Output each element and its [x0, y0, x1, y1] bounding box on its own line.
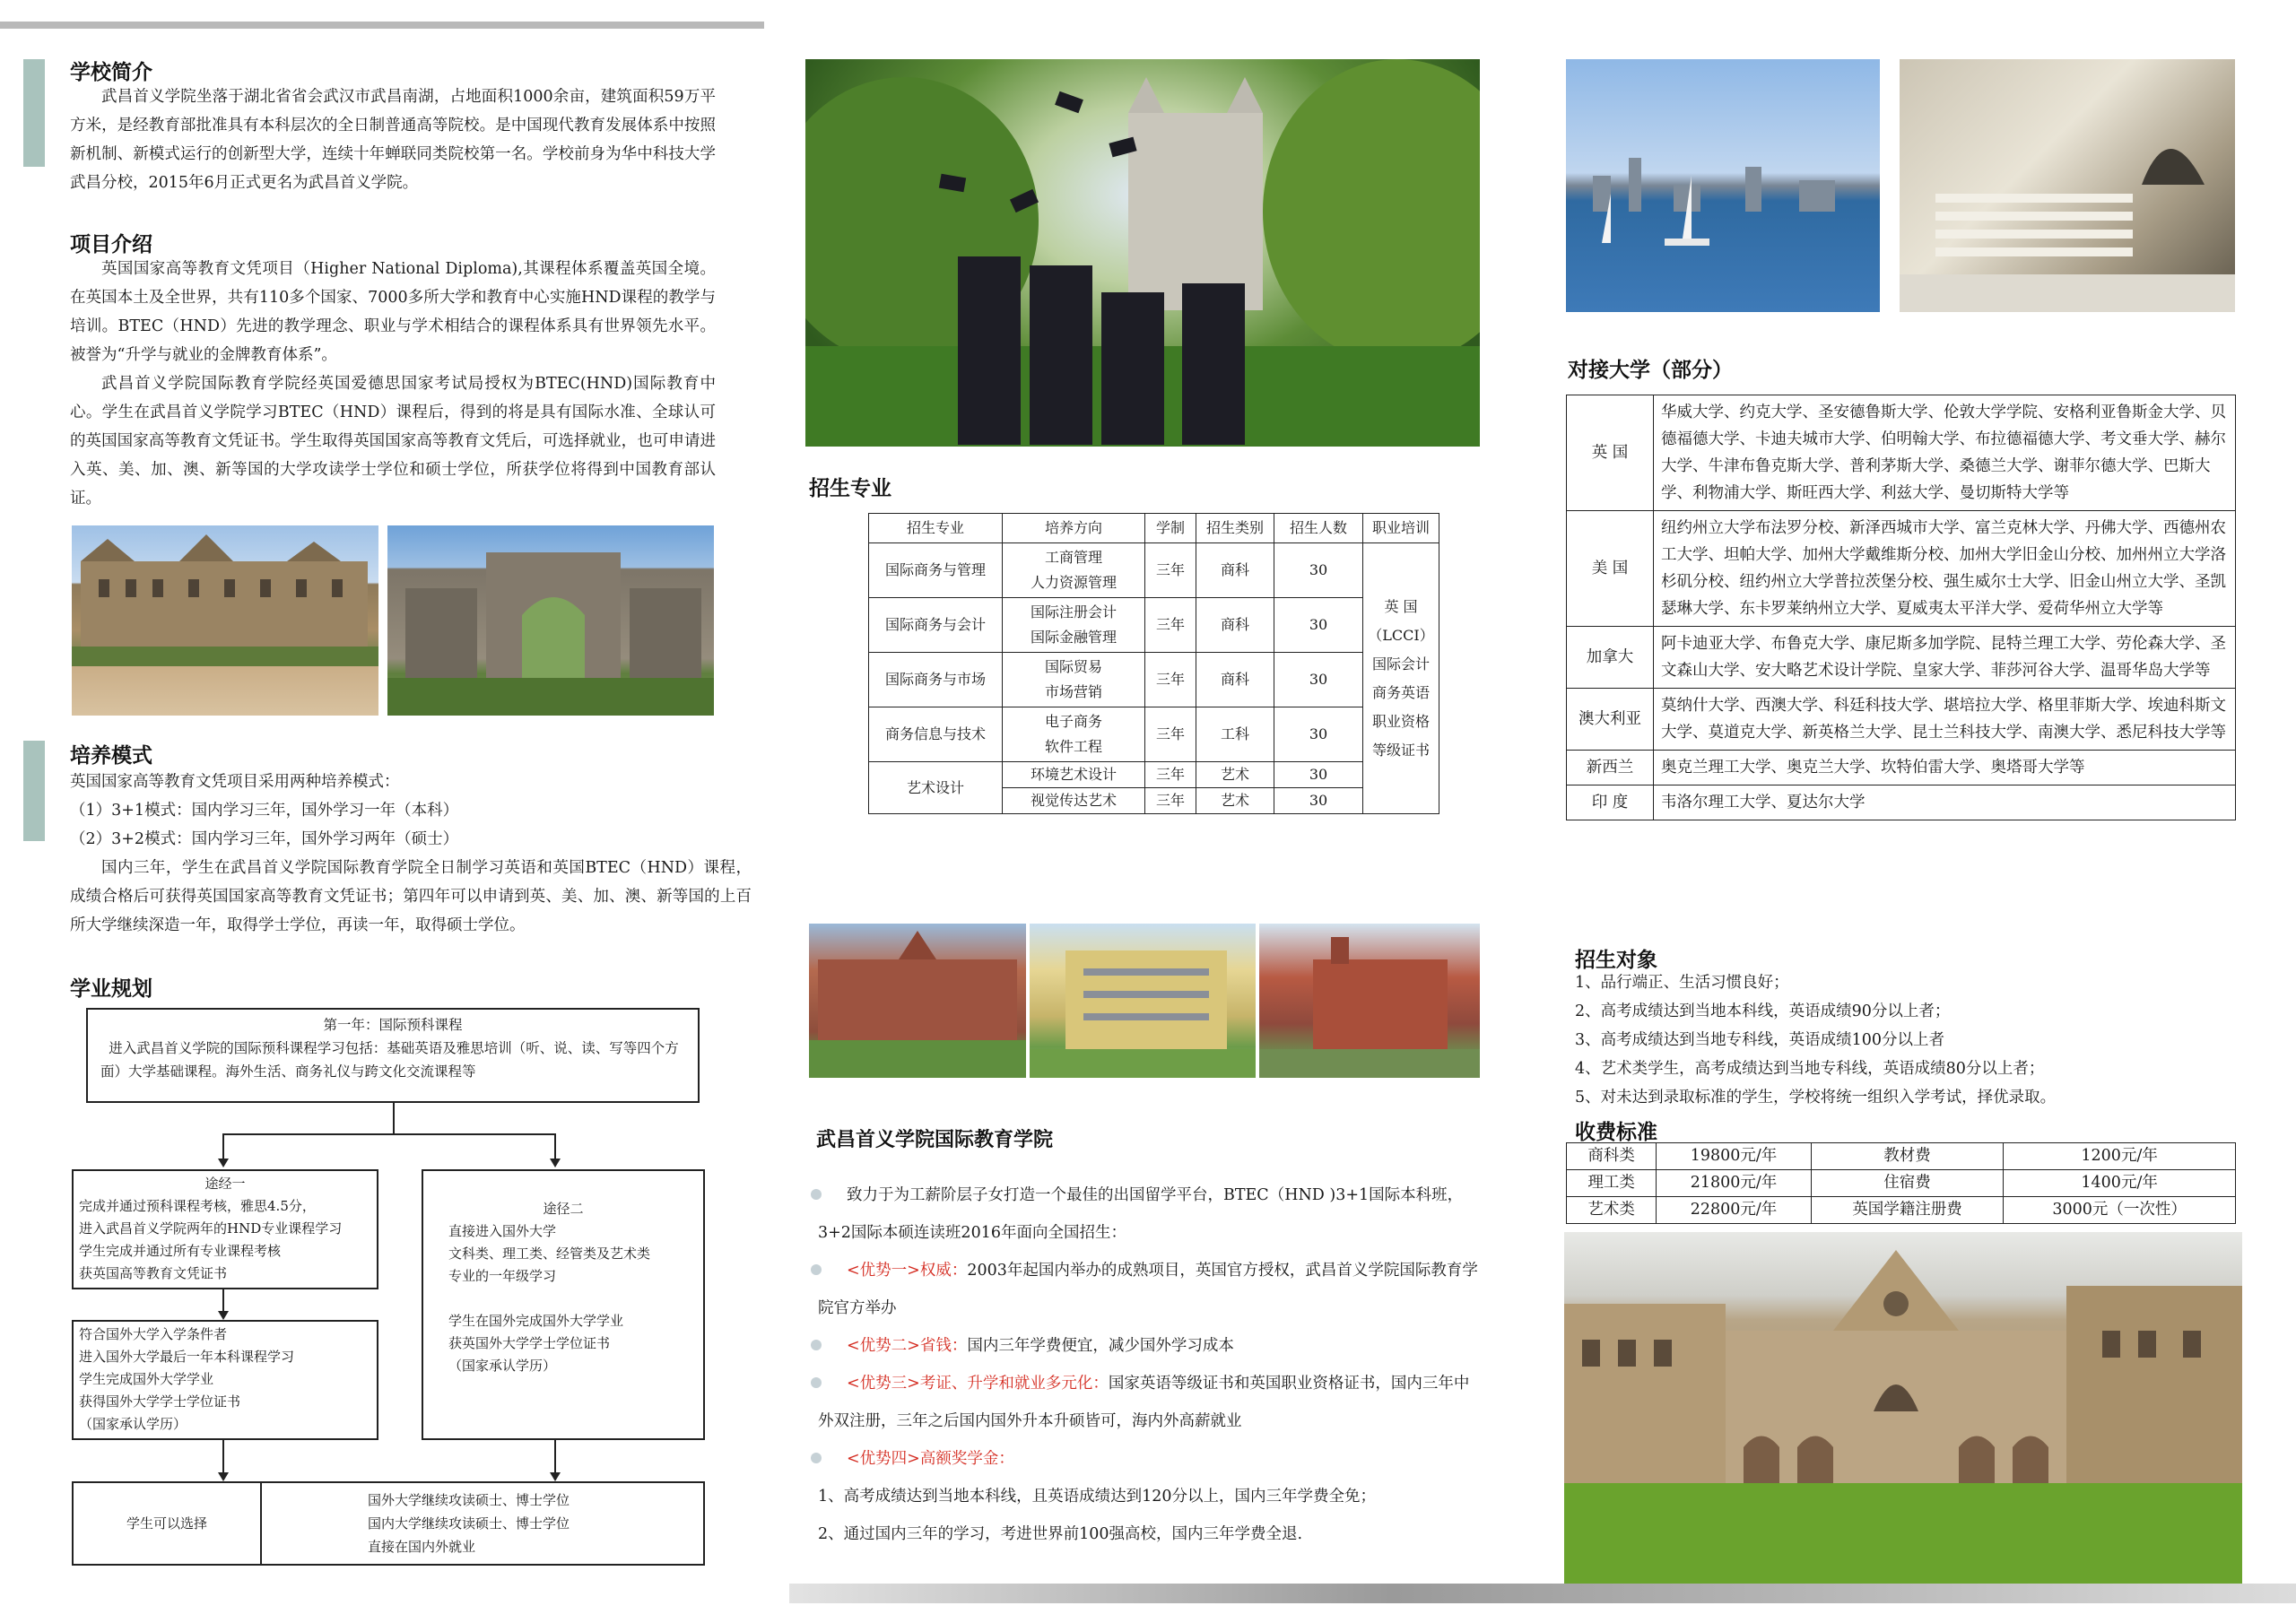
major-num: 30 — [1274, 543, 1363, 598]
campus-photo-2 — [1030, 924, 1256, 1078]
year1-text: 进入武昌首义学院的国际预科课程学习包括：基础英语及雅思培训（听、说、读、写等四个方面）大学基础课程。海外生活、商务礼仪与跨文化交流课程等 — [100, 1040, 679, 1080]
major-type: 商科 — [1196, 543, 1274, 598]
arrow-down-icon — [218, 1311, 229, 1320]
major-direction — [1003, 707, 1145, 762]
majors-title: 招生专业 — [809, 477, 891, 500]
advantage-1 — [818, 1252, 1482, 1327]
training-line: （LCCI） — [1368, 626, 1434, 644]
route2-line: 获英国外大学学士学位证书 — [448, 1335, 611, 1351]
route1b-box — [72, 1320, 378, 1440]
table-row — [1567, 1197, 2236, 1224]
connector — [222, 1133, 224, 1160]
table-row — [1567, 689, 2236, 751]
table-header: 培养方向 — [1003, 514, 1145, 543]
fee-cell: 19800元/年 — [1657, 1143, 1811, 1170]
route1b-line: 获得国外大学学士学位证书 — [79, 1393, 241, 1410]
table-header: 招生类别 — [1196, 514, 1274, 543]
route2-title: 途径二 — [543, 1201, 584, 1217]
route1b-line: 进入国外大学最后一年本科课程学习 — [79, 1349, 295, 1365]
direction-line: 国际金融管理 — [1030, 629, 1117, 646]
choice-label: 学生可以选择 — [126, 1515, 207, 1532]
table-header: 职业培训 — [1363, 514, 1439, 543]
major-type: 商科 — [1196, 653, 1274, 707]
country-cell: 澳大利亚 — [1567, 689, 1654, 751]
major-num: 30 — [1274, 653, 1363, 707]
graduates-photo — [805, 59, 1480, 447]
arrow-down-icon — [218, 1159, 229, 1167]
universities-cell: 阿卡迪亚大学、布鲁克大学、康尼斯多加学院、昆特兰理工大学、劳伦森大学、圣文森山大学、安大略艺术设计学院、皇家大学、菲莎河谷大学、温哥华岛大学等 — [1654, 627, 2236, 689]
target-line: 2、高考成绩达到当地本科线，英语成绩90分以上者； — [1575, 1002, 1951, 1020]
route2-line: （国家承认学历） — [448, 1358, 557, 1374]
country-cell: 英 国 — [1567, 395, 1654, 511]
connector — [222, 1440, 224, 1472]
section-marker — [23, 741, 45, 841]
fee-cell: 理工类 — [1567, 1170, 1657, 1197]
fee-cell: 商科类 — [1567, 1143, 1657, 1170]
universities-cell: 莫纳什大学、西澳大学、科廷科技大学、堪培拉大学、格里菲斯大学、埃迪科斯文大学、莫道克大学、新英格兰大学、昆士兰科技大学、南澳大学、悉尼科技大学等 — [1654, 689, 2236, 751]
direction-line: 国际注册会计 — [1030, 603, 1117, 621]
advantage-2 — [818, 1327, 1482, 1365]
cambridge-courtyard-photo — [1564, 1232, 2242, 1584]
country-cell: 印 度 — [1567, 785, 1654, 820]
route1-line: 获英国高等教育文凭证书 — [79, 1265, 228, 1281]
arrow-down-icon — [550, 1159, 561, 1167]
direction-line: 市场营销 — [1044, 683, 1102, 700]
route1b-line: （国家承认学历） — [79, 1416, 187, 1432]
table-row — [1567, 511, 2236, 627]
choice-options-box — [260, 1481, 705, 1566]
training-line: 商务英语 — [1371, 683, 1430, 701]
fee-cell: 英国学籍注册费 — [1811, 1197, 2004, 1224]
campus-photo-3 — [1259, 924, 1480, 1078]
choice-option: 国外大学继续攻读硕士、博士学位 — [368, 1492, 570, 1508]
partners-title: 对接大学（部分） — [1568, 359, 1733, 382]
section-marker — [23, 59, 45, 167]
connector — [222, 1133, 556, 1135]
major-num: 30 — [1274, 707, 1363, 762]
major-type: 商科 — [1196, 598, 1274, 653]
fee-cell: 教材费 — [1811, 1143, 2004, 1170]
plan-title: 学业规划 — [70, 977, 152, 1001]
major-name: 国际商务与会计 — [869, 598, 1003, 653]
major-direction — [1003, 653, 1145, 707]
route1-line: 完成并通过预科课程考核，雅思4.5分， — [79, 1198, 316, 1214]
year1-box — [86, 1008, 700, 1103]
table-row — [869, 762, 1439, 788]
project-text-2: 武昌首义学院国际教育学院经英国爱德思国家考试局授权为BTEC(HND)国际教育中心。学生在武昌首义学院学习BTEC（HND）课程后，得到的将是具有国际水准、全球认可的英国国家高等教育文凭证书。学生取得英国国家高等教育文凭后，可选择就业，也可申请进入英、美、加、澳、新等国的大学攻读学士学位和硕士学位，所获学位将得到中国教育部认证。 — [70, 375, 716, 508]
direction-line: 软件工程 — [1044, 738, 1102, 755]
target-line: 3、高考成绩达到当地专科线，英语成绩100分以上者 — [1575, 1031, 1945, 1049]
major-years: 三年 — [1145, 707, 1196, 762]
training-line: 职业资格 — [1371, 712, 1430, 730]
route1-line: 进入武昌首义学院两年的HND专业课程学习 — [79, 1220, 343, 1237]
staircase-photo — [1900, 59, 2235, 312]
fee-cell: 艺术类 — [1567, 1197, 1657, 1224]
advantage-3 — [818, 1365, 1482, 1440]
country-cell: 加拿大 — [1567, 627, 1654, 689]
table-row — [869, 707, 1439, 762]
fee-cell: 22800元/年 — [1657, 1197, 1811, 1224]
training-line-2: （1）3+1模式：国内学习三年，国外学习一年（本科） — [70, 802, 459, 820]
project-title: 项目介绍 — [70, 233, 152, 256]
fee-cell: 住宿费 — [1811, 1170, 2004, 1197]
major-type: 工科 — [1196, 707, 1274, 762]
table-header: 招生人数 — [1274, 514, 1363, 543]
training-cell — [1363, 543, 1439, 814]
target-line: 4、艺术类学生，高考成绩达到当地专科线，英语成绩80分以上者； — [1575, 1060, 2045, 1078]
advantage-text: 国内三年学费便宜，减少国外学习成本 — [967, 1337, 1234, 1355]
training-line: 等级证书 — [1371, 741, 1430, 759]
route1-box — [72, 1169, 378, 1289]
training-title: 培养模式 — [70, 744, 152, 768]
table-row — [1567, 1143, 2236, 1170]
advantage-label: <优势二>省钱： — [847, 1337, 968, 1355]
oxford-college-photo — [72, 525, 378, 716]
fees-title: 收费标准 — [1575, 1121, 1657, 1144]
universities-cell: 纽约州立大学布法罗分校、新泽西城市大学、富兰克林大学、丹佛大学、西德州农工大学、坦帕大学、加州大学戴维斯分校、加州大学旧金山分校、加州州立大学洛杉矶分校、纽约州立大学普拉茨堡分校、强生威尔士大学、旧金山州立大学、圣凯瑟琳大学、东卡罗莱纳州立大学、夏威夷太平洋大学、爱荷华州立大学等 — [1654, 511, 2236, 627]
connector — [222, 1289, 224, 1311]
table-header: 学制 — [1145, 514, 1196, 543]
direction-line: 人力资源管理 — [1030, 574, 1117, 591]
route2-box — [422, 1169, 705, 1440]
year1-title: 第一年：国际预科课程 — [323, 1017, 463, 1033]
target-line: 1、品行端正、生活习惯良好； — [1575, 974, 1789, 992]
major-num: 30 — [1274, 788, 1363, 814]
route1-line: 学生完成并通过所有专业课程考核 — [79, 1243, 282, 1259]
universities-cell: 华威大学、约克大学、圣安德鲁斯大学、伦敦大学学院、安格利亚鲁斯金大学、贝德福德大学、卡迪夫城市大学、伯明翰大学、布拉德福德大学、考文垂大学、赫尔大学、牛津布鲁克斯大学、普利茅斯大学、桑德兰大学、谢菲尔德大学、巴斯大学、利物浦大学、斯旺西大学、利兹大学、曼切斯特大学等 — [1654, 395, 2236, 511]
route2-line: 专业的一年级学习 — [448, 1268, 557, 1284]
connector — [393, 1103, 395, 1133]
advantage-label: <优势三>考证、升学和就业多元化： — [847, 1375, 1109, 1393]
country-cell: 美 国 — [1567, 511, 1654, 627]
choice-option: 直接在国内外就业 — [368, 1539, 476, 1555]
table-header: 招生专业 — [869, 514, 1003, 543]
advantage-4 — [818, 1440, 1482, 1478]
training-line: 英 国 — [1384, 597, 1418, 615]
connector — [554, 1133, 556, 1160]
advantage-label: <优势四>高额奖学金： — [847, 1450, 1014, 1468]
direction-line: 工商管理 — [1044, 549, 1102, 566]
college-title: 武昌首义学院国际教育学院 — [816, 1128, 1054, 1151]
route1-title: 途经一 — [204, 1176, 246, 1192]
fee-cell: 21800元/年 — [1657, 1170, 1811, 1197]
universities-cell: 奥克兰理工大学、奥克兰大学、坎特伯雷大学、奥塔哥大学等 — [1654, 751, 2236, 785]
major-num: 30 — [1274, 762, 1363, 788]
spacer — [448, 1288, 678, 1310]
stone-gate-photo — [387, 525, 714, 716]
training-line: 国际会计 — [1371, 655, 1430, 673]
table-row — [1567, 785, 2236, 820]
majors-table — [868, 513, 1439, 814]
advantage-text: 2003年起国内举办的成熟项目，英国官方授权，武昌首义学院国际教育学院官方举办 — [818, 1262, 1478, 1317]
arrow-down-icon — [550, 1472, 561, 1481]
table-row — [869, 598, 1439, 653]
partners-table — [1566, 395, 2236, 820]
major-name: 国际商务与管理 — [869, 543, 1003, 598]
country-cell: 新西兰 — [1567, 751, 1654, 785]
major-years: 三年 — [1145, 762, 1196, 788]
table-row — [1567, 627, 2236, 689]
table-row — [1567, 1170, 2236, 1197]
route1b-line: 学生完成国外大学学业 — [79, 1371, 214, 1387]
college-intro: 致力于为工薪阶层子女打造一个最佳的出国留学平台，BTEC（HND )3+1国际本科班，3+2国际本硕连读班2016年面向全国招生： — [818, 1186, 1464, 1242]
choice-label-box — [72, 1481, 262, 1566]
route1b-line: 符合国外大学入学条件者 — [79, 1326, 228, 1342]
major-years: 三年 — [1145, 653, 1196, 707]
target-line: 5、对未达到录取标准的学生，学校将统一组织入学考试，择优录取。 — [1575, 1089, 2057, 1107]
harbor-photo — [1566, 59, 1880, 312]
intro-text: 武昌首义学院坐落于湖北省省会武汉市武昌南湖，占地面积1000余亩，建筑面积59万平方米，是经教育部批准具有本科层次的全日制普通高等院校。是中国现代教育发展体系中按照新机制、新模式运行的创新型大学，连续十年蝉联同类院校第一名。学校前身为华中科技大学武昌分校，2015年6月正式更名为武昌首义学院。 — [70, 88, 716, 192]
universities-cell: 韦洛尔理工大学、夏达尔大学 — [1654, 785, 2236, 820]
major-years: 三年 — [1145, 543, 1196, 598]
choice-option: 国内大学继续攻读硕士、博士学位 — [368, 1515, 570, 1532]
targets-title: 招生对象 — [1575, 949, 1657, 972]
major-name: 商务信息与技术 — [869, 707, 1003, 762]
bottom-divider — [789, 1584, 2296, 1603]
fee-cell: 1200元/年 — [2004, 1143, 2236, 1170]
project-text-1: 英国国家高等教育文凭项目（Higher National Diploma),其课程体系覆盖英国全境。在英国本土及全世界，共有110多个国家、7000多所大学和教育中心实施HND课程的教学与培训。BTEC（HND）先进的教学理念、职业与学术相结合的课程体系具有世界领先水平。被誉为“升学与就业的金牌教育体系”。 — [70, 260, 716, 364]
major-name: 国际商务与市场 — [869, 653, 1003, 707]
table-row — [1567, 395, 2236, 511]
intro-title: 学校简介 — [70, 61, 152, 84]
major-type: 艺术 — [1196, 762, 1274, 788]
table-row — [869, 543, 1439, 598]
major-type: 艺术 — [1196, 788, 1274, 814]
fee-cell: 1400元/年 — [2004, 1170, 2236, 1197]
major-name: 艺术设计 — [869, 762, 1003, 814]
training-line-3: （2）3+2模式：国内学习三年，国外学习两年（硕士） — [70, 830, 459, 848]
major-num: 30 — [1274, 598, 1363, 653]
table-header-row — [869, 514, 1439, 543]
table-row — [869, 653, 1439, 707]
scholarship-2: 2、通过国内三年的学习，考进世界前100强高校，国内三年学费全退. — [818, 1525, 1303, 1543]
route2-line: 学生在国外完成国外大学学业 — [448, 1313, 624, 1329]
route2-line: 文科类、理工类、经管类及艺术类 — [448, 1245, 651, 1262]
direction-line: 电子商务 — [1044, 713, 1102, 730]
fees-table — [1566, 1142, 2236, 1224]
arrow-down-icon — [218, 1472, 229, 1481]
major-years: 三年 — [1145, 788, 1196, 814]
training-line-1: 英国国家高等教育文凭项目采用两种培养模式： — [70, 773, 400, 791]
scholarship-1: 1、高考成绩达到当地本科线，且英语成绩达到120分以上，国内三年学费全免； — [818, 1488, 1377, 1506]
major-direction — [1003, 543, 1145, 598]
major-years: 三年 — [1145, 598, 1196, 653]
major-direction — [1003, 598, 1145, 653]
advantage-text: 国家英语等级证书和英国职业资格证书，国内三年中外双注册，三年之后国内国外升本升硕皆可，海内外高薪就业 — [818, 1375, 1470, 1430]
major-direction: 视觉传达艺术 — [1003, 788, 1145, 814]
table-row — [1567, 751, 2236, 785]
advantage-label: <优势一>权威： — [847, 1262, 968, 1280]
fee-cell: 3000元（一次性） — [2004, 1197, 2236, 1224]
route2-line: 直接进入国外大学 — [448, 1223, 557, 1239]
campus-photo-1 — [809, 924, 1026, 1078]
top-divider — [0, 22, 764, 29]
major-direction: 环境艺术设计 — [1003, 762, 1145, 788]
connector — [554, 1440, 556, 1472]
direction-line: 国际贸易 — [1044, 658, 1102, 675]
training-text: 国内三年，学生在武昌首义学院国际教育学院全日制学习英语和英国BTEC（HND）课程，成绩合格后可获得英国国家高等教育文凭证书；第四年可以申请到英、美、加、澳、新等国的上百所大学继续深造一年，取得学士学位，再读一年，取得硕士学位。 — [70, 859, 752, 934]
